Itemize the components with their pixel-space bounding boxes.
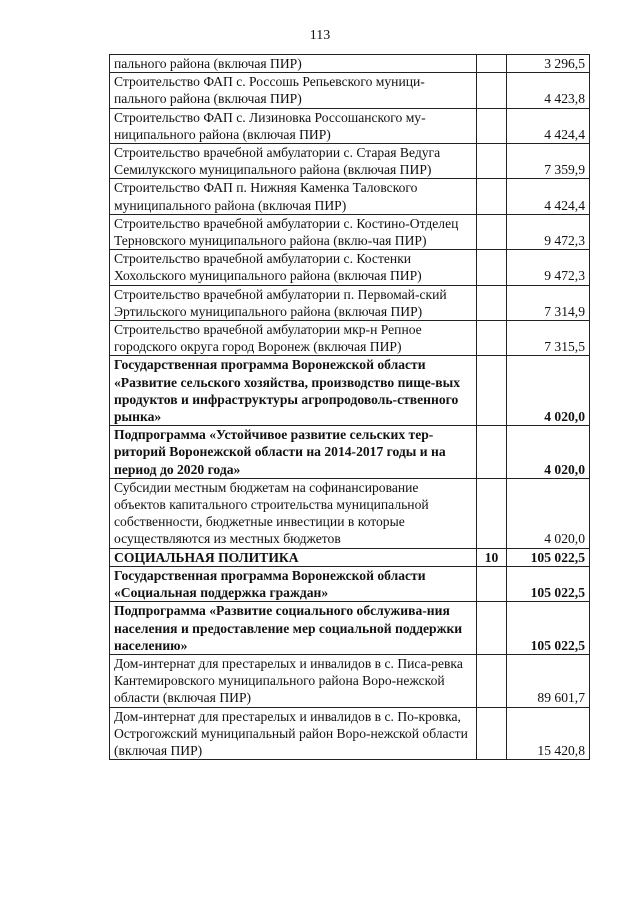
name-cell: Строительство ФАП с. Россошь Репьевского муници-пального района (включая ПИР) — [110, 73, 477, 108]
value-cell: 7 315,5 — [507, 321, 590, 356]
name-cell: Государственная программа Воронежской области «Развитие сельского хозяйства, производство пище-вых продуктов и инфраструктуры агропродоволь-ственного рынка» — [110, 356, 477, 426]
table-row — [110, 55, 590, 73]
value-cell: 89 601,7 — [507, 654, 590, 707]
table-row — [110, 179, 590, 214]
table-row — [110, 214, 590, 249]
table-row — [110, 566, 590, 601]
name-cell: Подпрограмма «Развитие социального обслужива-ния населения и предоставление мер социальной поддержки населению» — [110, 602, 477, 655]
value-cell: 4 424,4 — [507, 108, 590, 143]
budget-table — [109, 54, 590, 760]
name-cell: Подпрограмма «Устойчивое развитие сельских тер-риторий Воронежской области на 2014-2017 годы и на период до 2020 года» — [110, 426, 477, 479]
section-cell — [477, 250, 507, 285]
table-row — [110, 321, 590, 356]
page-number: 113 — [309, 28, 331, 43]
value-cell: 4 020,0 — [507, 356, 590, 426]
name-cell: СОЦИАЛЬНАЯ ПОЛИТИКА — [110, 548, 477, 566]
section-cell — [477, 73, 507, 108]
table-row — [110, 478, 590, 548]
section-cell — [477, 179, 507, 214]
value-cell: 4 020,0 — [507, 426, 590, 479]
value-cell: 4 423,8 — [507, 73, 590, 108]
name-cell: Строительство врачебной амбулатории с. Костенки Хохольского муниципального района (включая ПИР) — [110, 250, 477, 285]
value-cell: 7 314,9 — [507, 285, 590, 320]
value-cell: 105 022,5 — [507, 548, 590, 566]
value-cell: 3 296,5 — [507, 55, 590, 73]
section-cell — [477, 356, 507, 426]
name-cell: Строительство ФАП с. Лизиновка Россошанского му-ниципального района (включая ПИР) — [110, 108, 477, 143]
section-cell — [477, 214, 507, 249]
value-cell: 9 472,3 — [507, 214, 590, 249]
name-cell: Строительство врачебной амбулатории мкр-н Репное городского округа город Воронеж (включая ПИР) — [110, 321, 477, 356]
table-row — [110, 654, 590, 707]
section-cell — [477, 321, 507, 356]
table-row — [110, 707, 590, 760]
value-cell: 7 359,9 — [507, 144, 590, 179]
section-cell — [477, 478, 507, 548]
name-cell: Строительство ФАП п. Нижняя Каменка Таловского муниципального района (включая ПИР) — [110, 179, 477, 214]
name-cell: пального района (включая ПИР) — [110, 55, 477, 73]
name-cell: Государственная программа Воронежской области «Социальная поддержка граждан» — [110, 566, 477, 601]
table-row — [110, 73, 590, 108]
section-cell — [477, 602, 507, 655]
table-row — [110, 356, 590, 426]
table-row — [110, 108, 590, 143]
name-cell: Дом-интернат для престарелых и инвалидов в с. По-кровка, Острогожский муниципальный район Воро-нежской области (включая ПИР) — [110, 707, 477, 760]
value-cell: 4 424,4 — [507, 179, 590, 214]
section-cell — [477, 654, 507, 707]
section-cell — [477, 707, 507, 760]
name-cell: Дом-интернат для престарелых и инвалидов в с. Писа-ревка Кантемировского муниципального района Воро-нежской области (включая ПИР) — [110, 654, 477, 707]
name-cell: Строительство врачебной амбулатории с. Старая Ведуга Семилукского муниципального района (включая ПИР) — [110, 144, 477, 179]
value-cell: 4 020,0 — [507, 478, 590, 548]
section-cell — [477, 55, 507, 73]
value-cell: 105 022,5 — [507, 602, 590, 655]
table-row — [110, 285, 590, 320]
section-cell: 10 — [477, 548, 507, 566]
section-cell — [477, 144, 507, 179]
value-cell: 105 022,5 — [507, 566, 590, 601]
table-row — [110, 548, 590, 566]
value-cell: 9 472,3 — [507, 250, 590, 285]
table-row — [110, 602, 590, 655]
section-cell — [477, 426, 507, 479]
table-row — [110, 250, 590, 285]
name-cell: Строительство врачебной амбулатории п. Первомай-ский Эртильского муниципального района (включая ПИР) — [110, 285, 477, 320]
section-cell — [477, 108, 507, 143]
budget-table-body — [110, 55, 590, 760]
section-cell — [477, 285, 507, 320]
table-row — [110, 144, 590, 179]
value-cell: 15 420,8 — [507, 707, 590, 760]
name-cell: Субсидии местным бюджетам на софинансирование объектов капитального строительства муниципальной собственности, бюджетные инвестиции в которые осуществляются из местных бюджетов — [110, 478, 477, 548]
table-row — [110, 426, 590, 479]
name-cell: Строительство врачебной амбулатории с. Костино-Отделец Терновского муниципального района (вклю-чая ПИР) — [110, 214, 477, 249]
section-cell — [477, 566, 507, 601]
